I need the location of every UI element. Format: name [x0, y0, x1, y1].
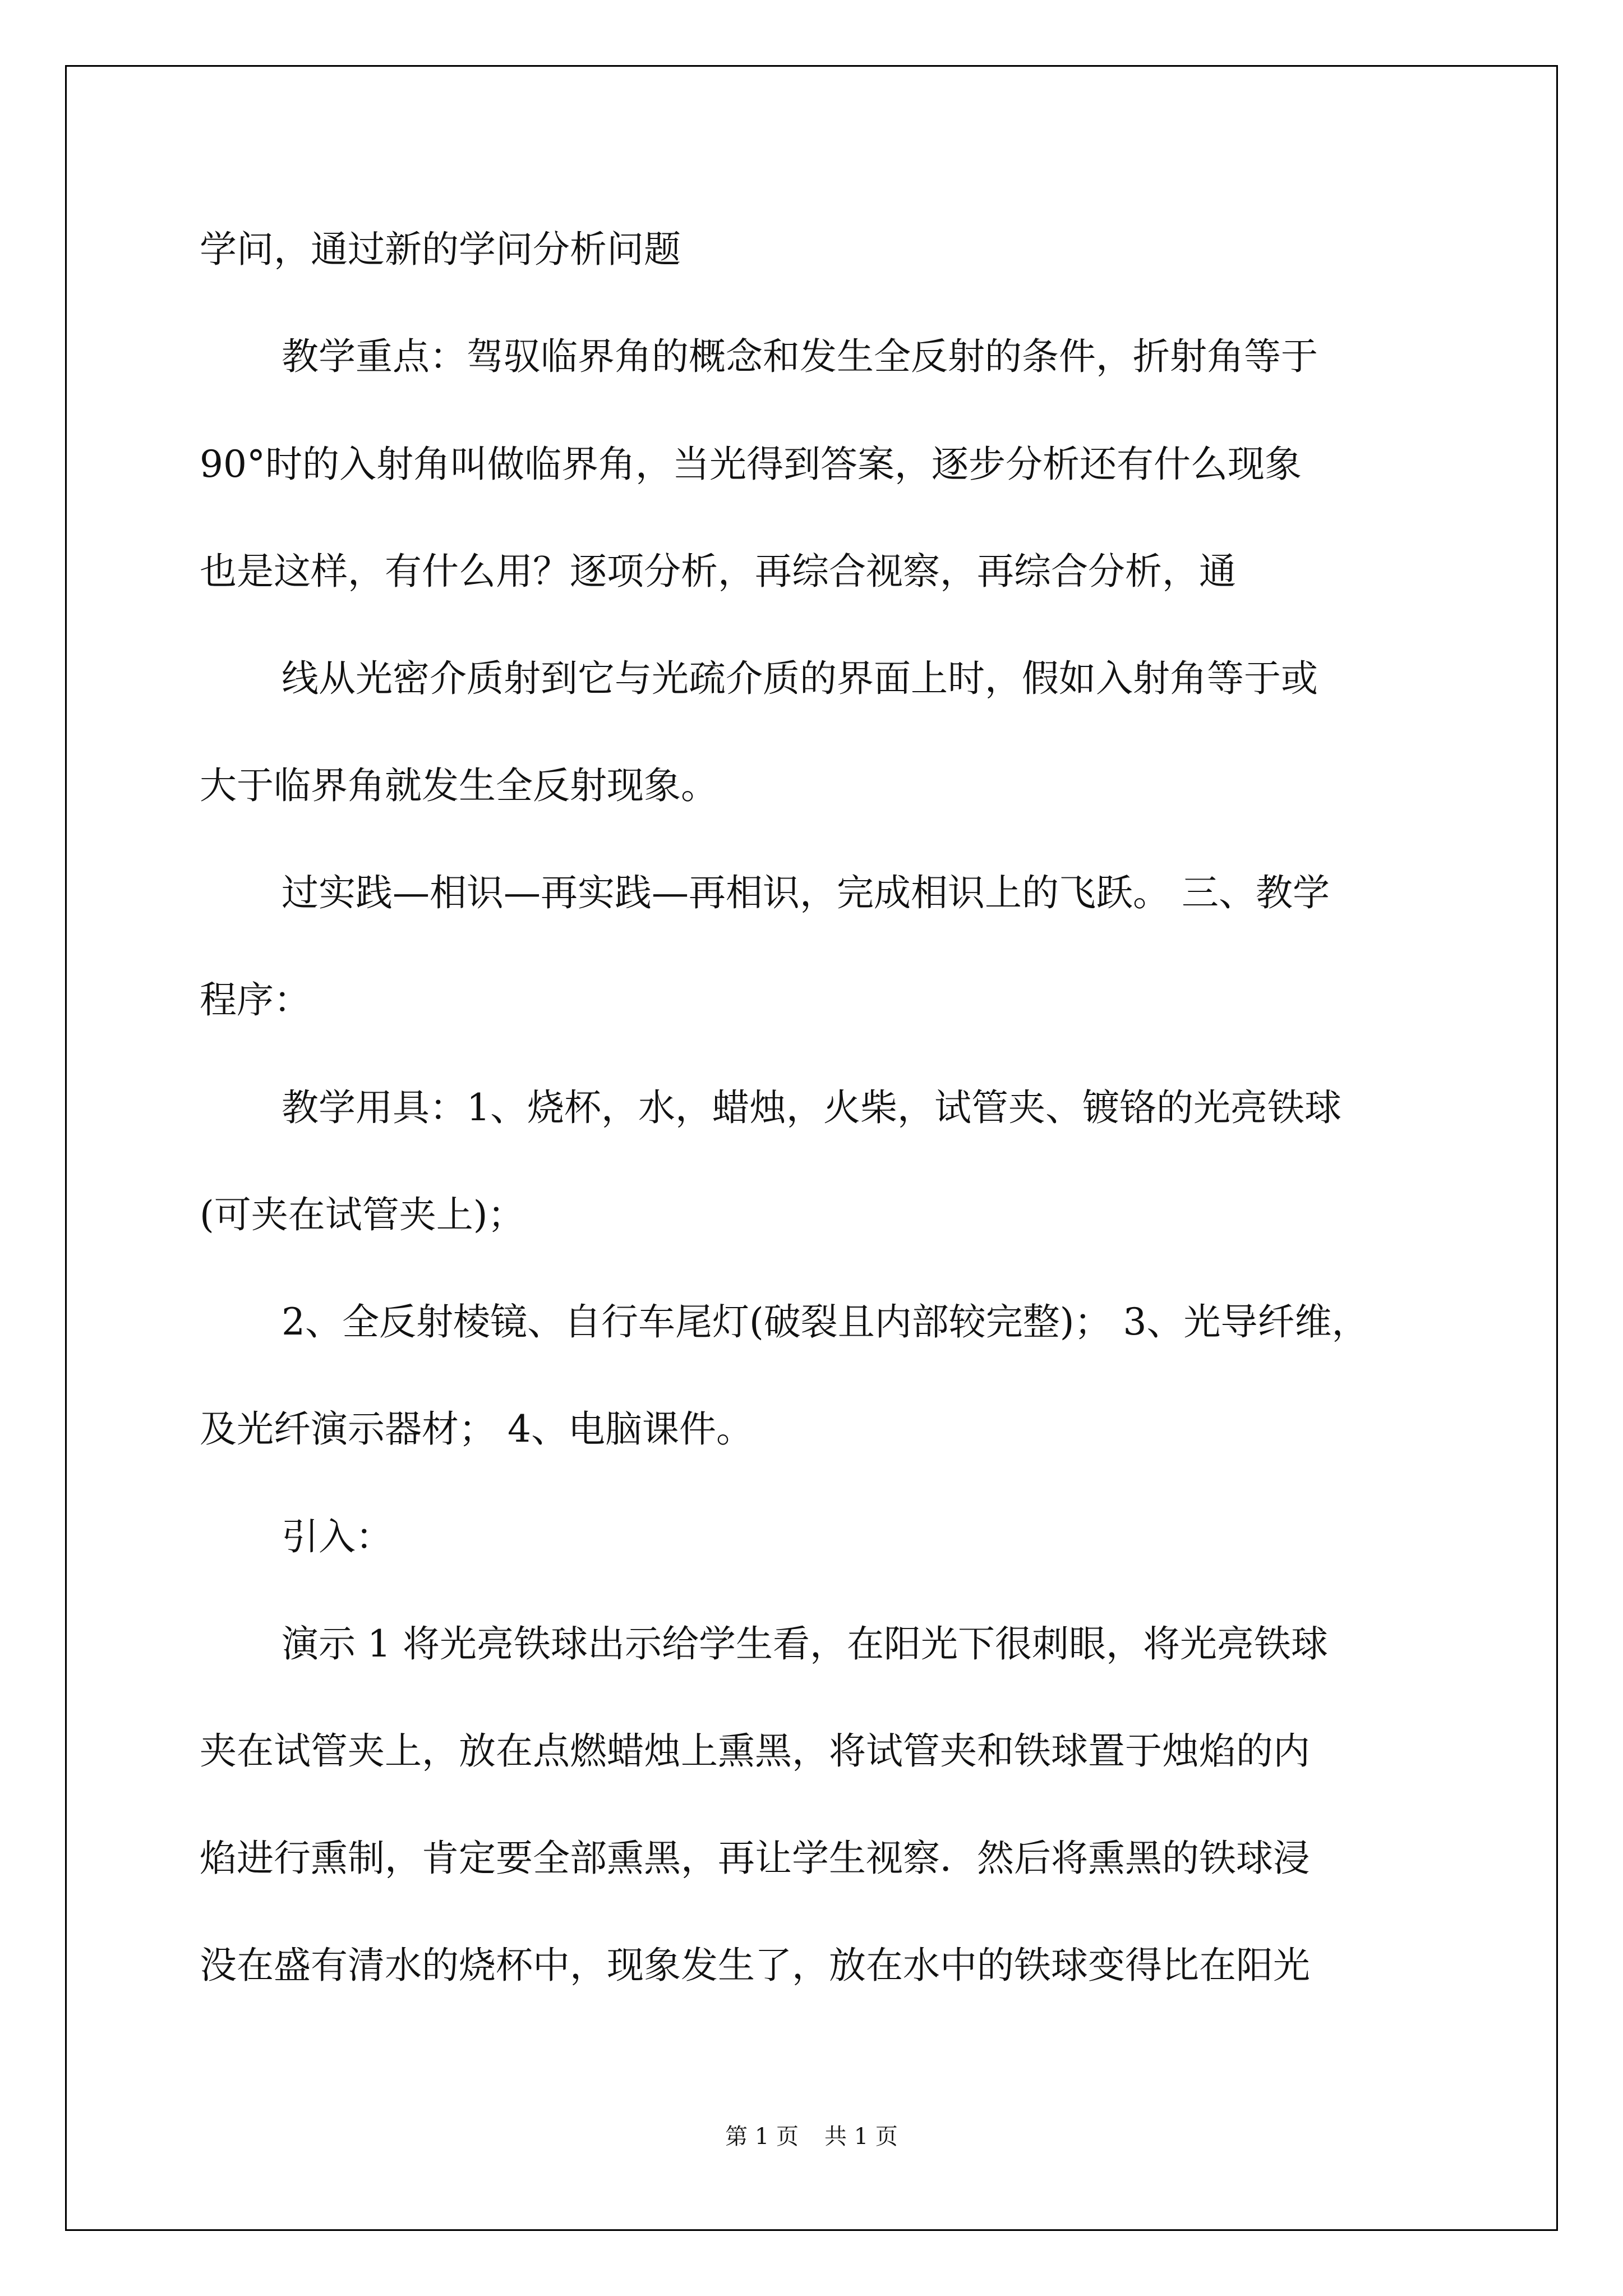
body-line: 教学重点：驾驭临界角的概念和发生全反射的条件，折射角等于 [282, 335, 1318, 378]
body-line: 夹在试管夹上，放在点燃蜡烛上熏黑，将试管夹和铁球置于烛焰的内 [200, 1729, 1310, 1773]
body-line: 90°时的入射角叫做临界角，当光得到答案，逐步分析还有什么现象 [200, 443, 1302, 486]
body-line: (可夹在试管夹上)； [200, 1193, 525, 1236]
body-line: 引入： [282, 1515, 393, 1558]
body-line: 学问，通过新的学问分析问题 [200, 228, 681, 271]
body-line: 线从光密介质射到它与光疏介质的界面上时，假如入射角等于或 [282, 657, 1318, 700]
body-line: 没在盛有清水的烧杯中，现象发生了，放在水中的铁球变得比在阳光 [200, 1944, 1310, 1987]
body-line: 程序： [200, 978, 311, 1022]
body-line: 2、全反射棱镜、自行车尾灯(破裂且内部较完整)； 3、光导纤维， [282, 1300, 1369, 1343]
body-line: 大于临界角就发生全反射现象。 [200, 764, 718, 807]
page-total: 共 1 页 [824, 2124, 898, 2150]
page-footer [0, 2123, 1623, 2151]
body-line: 焰进行熏制，肯定要全部熏黑，再让学生视察．然后将熏黑的铁球浸 [200, 1837, 1310, 1880]
body-line: 教学用具：1、烧杯，水，蜡烛，火柴，试管夹、镀铬的光亮铁球 [282, 1086, 1341, 1129]
body-line: 演示 1 将光亮铁球出示给学生看，在阳光下很刺眼，将光亮铁球 [282, 1622, 1328, 1665]
page-border [65, 65, 1558, 2231]
body-line: 过实践—相识—再实践—再相识，完成相识上的飞跃。 三、教学 [282, 871, 1330, 914]
body-line: 也是这样，有什么用？逐项分析，再综合视察，再综合分析，通 [200, 550, 1236, 593]
page-number: 第 1 页 [725, 2124, 799, 2150]
body-line: 及光纤演示器材； 4、电脑课件。 [200, 1407, 753, 1451]
